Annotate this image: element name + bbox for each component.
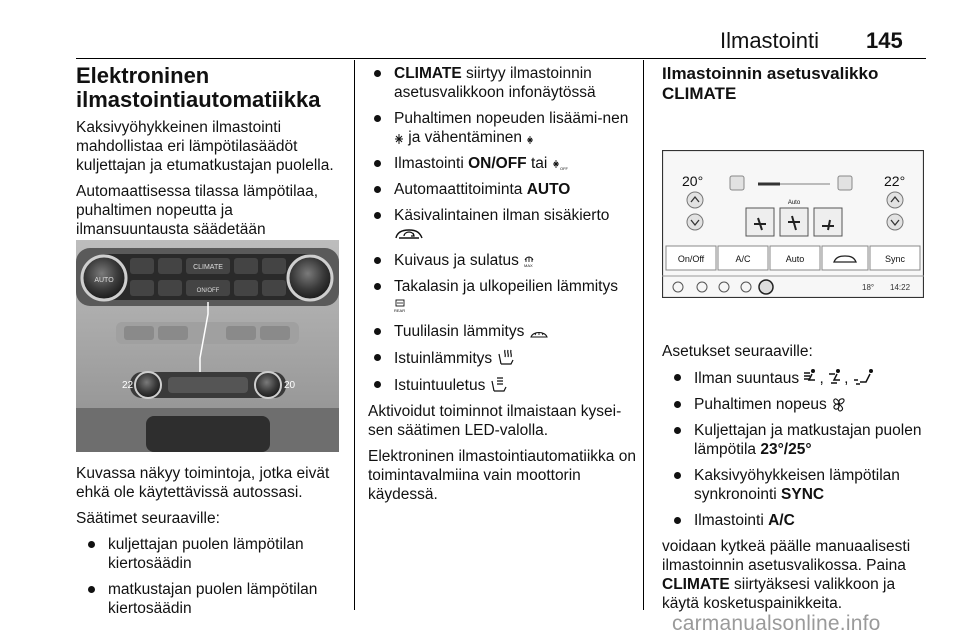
list-item: CLIMATE siirtyy ilmastoinnin asetusvalikkoon infonäytössä xyxy=(368,64,636,102)
auto-paragraph: Automaattisessa tilassa lämpötilaa, puhaltimen nopeutta ja ilmansuuntausta säädetään xyxy=(76,183,319,238)
photo-right-temp: 20 xyxy=(284,380,296,391)
column-divider-1 xyxy=(354,60,355,610)
screen-left-temp: 20° xyxy=(682,173,704,189)
climate-panel-photo xyxy=(76,240,339,452)
column-1 xyxy=(76,64,344,265)
list-item: Istuinlämmitys xyxy=(368,348,636,368)
controls-intro: Säätimet seuraaville: xyxy=(76,510,220,527)
menu-title: Ilmastoinnin asetusvalikko CLIMATE xyxy=(662,64,879,103)
photo-auto-label: AUTO xyxy=(94,277,114,284)
settings-intro: Asetukset seuraaville: xyxy=(662,343,813,360)
column-3-lower xyxy=(662,342,932,620)
list-item: Kuljettajan ja matkustajan puolen lämpötila 23°/25° xyxy=(662,421,932,459)
windscreen-heat-icon xyxy=(529,327,549,339)
airflow-face-feet-icon xyxy=(828,368,844,386)
svg-text:REAR: REAR xyxy=(394,308,406,313)
list-item: Ilman suuntaus , , xyxy=(662,368,932,388)
list-item: kuljettajan puolen lämpötilan kiertosäädin xyxy=(76,535,344,573)
button-function-list xyxy=(368,64,636,395)
list-item: Ilmastointi A/C xyxy=(662,511,932,530)
list-item: Kuivaus ja sulatus MAX xyxy=(368,251,636,270)
screen-auto-small: Auto xyxy=(787,200,801,206)
max-defrost-icon xyxy=(523,254,535,268)
header-rule xyxy=(76,58,926,59)
running-header-title: Ilmastointi xyxy=(720,28,820,53)
airflow-face-icon xyxy=(803,368,819,386)
photo-onoff-label: ON/OFF xyxy=(196,288,220,294)
fan-speed-icon xyxy=(831,396,847,412)
rear-defrost-icon xyxy=(394,299,406,313)
photo-left-temp: 22 xyxy=(122,380,134,391)
screen-time: 14:22 xyxy=(890,283,911,292)
settings-list xyxy=(662,368,932,530)
led-paragraph: Aktivoidut toiminnot ilmaistaan kysei-sen säätimen LED-valolla. xyxy=(368,403,622,439)
recirculation-icon xyxy=(394,226,424,242)
list-item: Istuintuuletus xyxy=(368,375,636,395)
seat-heat-icon xyxy=(497,348,515,366)
list-item: Käsivalintainen ilman sisäkierto xyxy=(368,206,636,244)
column-1-lower xyxy=(76,464,344,625)
column-divider-2 xyxy=(643,60,644,610)
column-3 xyxy=(662,64,930,104)
climate-term: CLIMATE xyxy=(394,65,462,82)
svg-text:OFF: OFF xyxy=(559,166,568,171)
screen-status-temp: 18° xyxy=(862,283,875,292)
list-item: Tuulilasin lämmitys xyxy=(368,322,636,341)
screen-button-row xyxy=(666,246,920,270)
list-item: Puhaltimen nopeuden lisäämi-nen ja vähentäminen xyxy=(368,109,636,147)
manual-paragraph: voidaan kytkeä päälle manuaalisesti ilmastoinnin asetusvalikossa. Paina CLIMATE siirtyäksesi valikkoon ja käytä kosketuspainikkeita. xyxy=(662,538,911,612)
intro-paragraph: Kaksivyöhykkeinen ilmastointi mahdollistaa eri lämpötilasäädöt kuljettajan ja etumatkustajan puolella. xyxy=(76,119,334,174)
page-number: 145 xyxy=(866,28,903,53)
list-item: matkustajan puolen lämpötilan kiertosäädin xyxy=(76,580,344,618)
climate-menu-screen xyxy=(662,150,924,298)
airflow-feet-icon xyxy=(853,368,875,386)
column-2 xyxy=(368,64,636,511)
fan-off-icon xyxy=(552,159,568,171)
screen-sync-button: Sync xyxy=(884,254,906,264)
list-item: Automaattitoiminta AUTO xyxy=(368,180,636,199)
photo-climate-label: CLIMATE xyxy=(193,264,223,271)
fan-increase-icon xyxy=(394,133,404,145)
engine-paragraph: Elektroninen ilmastointiautomatiikka on toimintavalmiina vain moottorin käydessä. xyxy=(368,448,636,503)
list-item: Takalasin ja ulkopeilien lämmitys REAR xyxy=(368,277,636,315)
controls-list xyxy=(76,535,344,618)
watermark: carmanualsonline.info xyxy=(672,612,881,635)
list-item: Puhaltimen nopeus xyxy=(662,395,932,414)
screen-ac-button: A/C xyxy=(735,254,751,264)
screen-onoff-button: On/Off xyxy=(677,254,705,264)
photo-caption: Kuvassa näkyy toimintoja, jotka eivät ehkä ole käytettävissä autossasi. xyxy=(76,465,330,501)
fan-decrease-icon xyxy=(526,135,534,145)
list-item: Ilmastointi ON/OFF tai OFF xyxy=(368,154,636,173)
svg-text:MAX: MAX xyxy=(524,263,533,268)
screen-auto-button: Auto xyxy=(785,254,805,264)
screen-right-temp: 22° xyxy=(884,173,906,189)
list-item: Kaksivyöhykkeisen lämpötilan synkronointi SYNC xyxy=(662,466,932,504)
section-title: Elektroninen ilmastointiautomatiikka xyxy=(76,63,321,112)
seat-vent-icon xyxy=(490,375,508,393)
